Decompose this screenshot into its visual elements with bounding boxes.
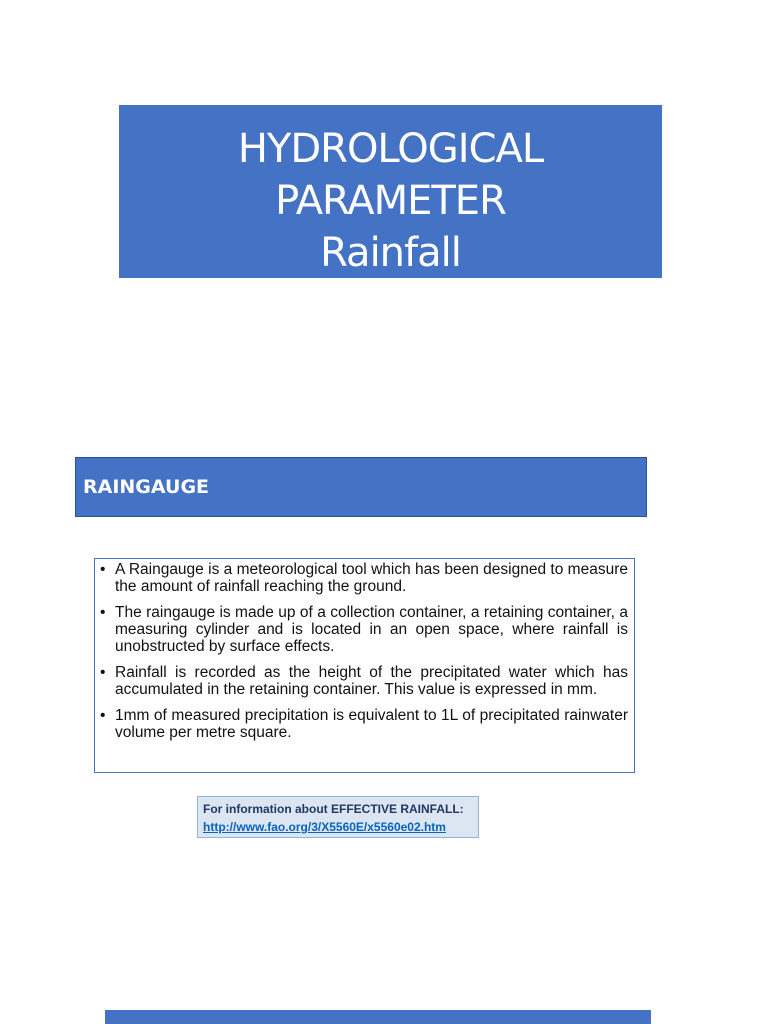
bullet-list <box>99 561 628 741</box>
list-item <box>99 664 628 698</box>
bullet-icon: • <box>100 561 106 578</box>
list-item-text: 1mm of measured precipitation is equivalent to 1L of precipitated rainwater volume per metre square. <box>115 707 628 741</box>
title-line-2: PARAMETER <box>275 178 506 224</box>
list-item-text: A Raingauge is a meteorological tool which has been designed to measure the amount of rainfall reaching the ground. <box>115 561 628 595</box>
list-item-text: Rainfall is recorded as the height of the precipitated water which has accumulated in the retaining container. This value is expressed in mm. <box>115 664 628 698</box>
title-line-1: HYDROLOGICAL <box>237 126 544 172</box>
title-line-3: Rainfall <box>320 230 461 276</box>
bullet-icon: • <box>100 604 106 621</box>
list-item <box>99 707 628 741</box>
next-slide-banner <box>105 1010 651 1024</box>
bullet-icon: • <box>100 707 106 724</box>
info-callout <box>197 796 479 838</box>
list-item-text: The raingauge is made up of a collection container, a retaining container, a measuring cylinder and is located in an open space, where rainfall is unobstructed by surface effects. <box>115 604 628 655</box>
list-item <box>99 561 628 595</box>
list-item <box>99 604 628 655</box>
bullet-list-box <box>94 558 635 773</box>
bullet-icon: • <box>100 664 106 681</box>
info-label: For information about EFFECTIVE RAINFALL: <box>203 802 464 816</box>
title-banner <box>119 105 662 278</box>
fao-link[interactable]: http://www.fao.org/3/X5560E/x5560e02.htm <box>203 820 446 834</box>
section-heading: RAINGAUGE <box>75 457 647 517</box>
